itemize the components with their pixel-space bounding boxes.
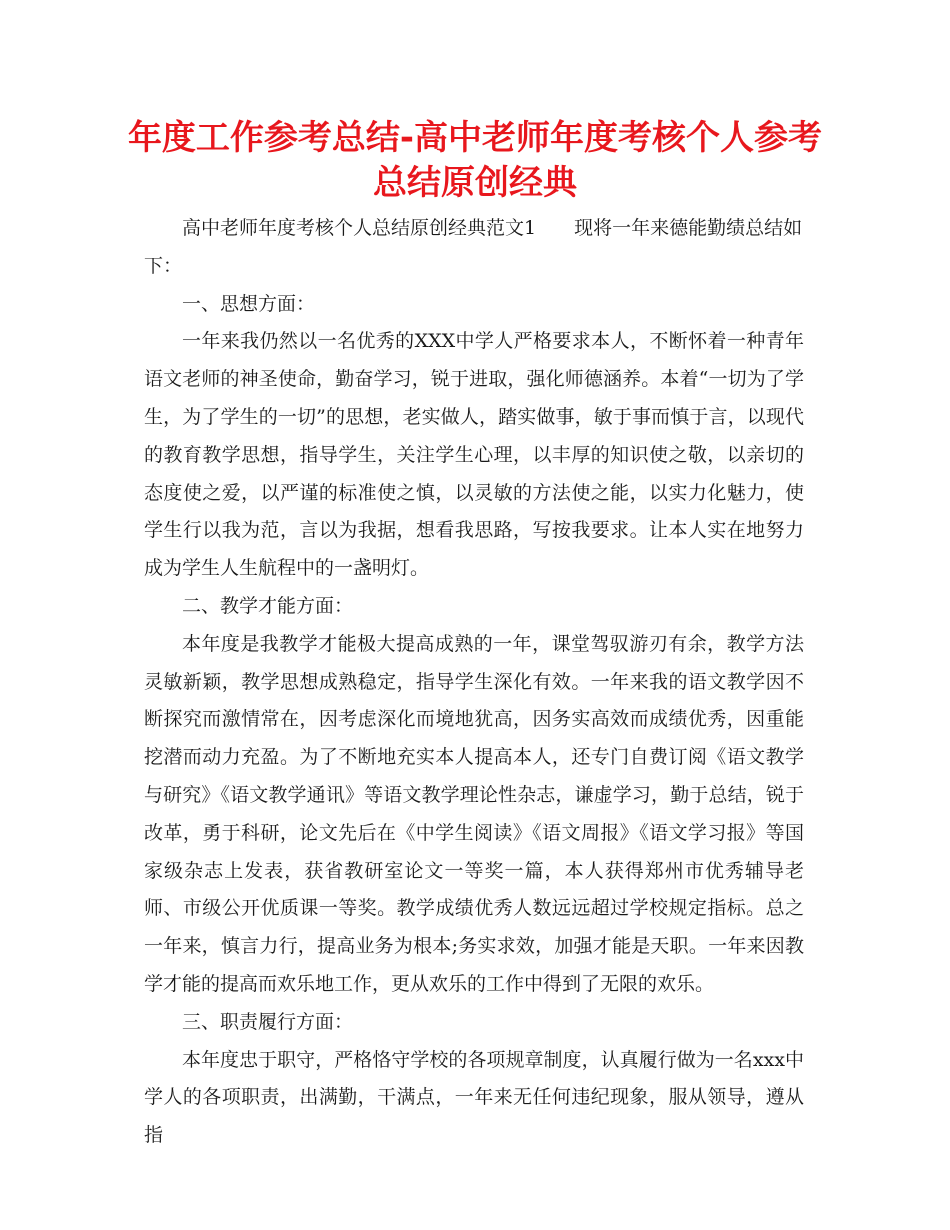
body-paragraph-duty: 本年度忠于职守，严格恪守学校的各项规章制度，认真履行做为一名xxx中学人的各项职责，出满勤，干满点，一年来无任何违纪现象，服从领导，遵从指 bbox=[144, 1048, 804, 1147]
document-title: 年度工作参考总结-高中老师年度考核个人参考总结原创经典 bbox=[127, 118, 823, 203]
section-heading-duty: 三、职责履行方面： bbox=[182, 1010, 354, 1033]
body-paragraph-thought: 一年来我仍然以一名优秀的XXX中学人严格要求本人，不断怀着一种青年语文老师的神圣使命，勤奋学习，锐于进取，强化师德涵养。本着“一切为了学生，为了学生的一切”的思想，老实做人，踏实做事，敏于事而慎于言，以现代的教育教学思想，指导学生，关注学生心理，以丰厚的知识使之敬，以亲切的态度使之爱，以严谨的标准使之慎，以灵敏的方法使之能，以实力化魅力，使学生行以我为范，言以为我据，想看我思路，写按我要求。让本人实在地努力成为学生人生航程中的一盏明灯。 bbox=[144, 330, 804, 580]
section-heading-thought: 一、思想方面： bbox=[182, 292, 316, 315]
intro-heading: 高中老师年度考核个人总结原创经典范文1 bbox=[182, 217, 537, 239]
intro-paragraph bbox=[144, 210, 804, 286]
section-heading-teaching: 二、教学才能方面： bbox=[182, 594, 354, 617]
intro-text: 现将一年来德能勤绩总结如下： bbox=[144, 217, 803, 277]
body-paragraph-teaching: 本年度是我教学才能极大提高成熟的一年，课堂驾驭游刃有余，教学方法灵敏新颖，教学思想成熟稳定，指导学生深化有效。一年来我的语文教学因不断探究而激情常在，因考虑深化而境地犹高，因务实高效而成绩优秀，因重能挖潜而动力充盈。为了不断地充实本人提高本人，还专门自费订阅《语文教学与研究》《语文教学通讯》等语文教学理论性杂志，谦虚学习，勤于总结，锐于改革，勇于科研，论文先后在《中学生阅读》《语文周报》《语文学习报》等国家级杂志上发表，获省教研室论文一等奖一篇，本人获得郑州市优秀辅导老师、市级公开优质课一等奖。教学成绩优秀人数远远超过学校规定指标。总之一年来，慎言力行，提高业务为根本;务实求效，加强才能是天职。一年来因教学才能的提高而欢乐地工作，更从欢乐的工作中得到了无限的欢乐。 bbox=[144, 632, 804, 995]
document-body bbox=[144, 210, 804, 1155]
